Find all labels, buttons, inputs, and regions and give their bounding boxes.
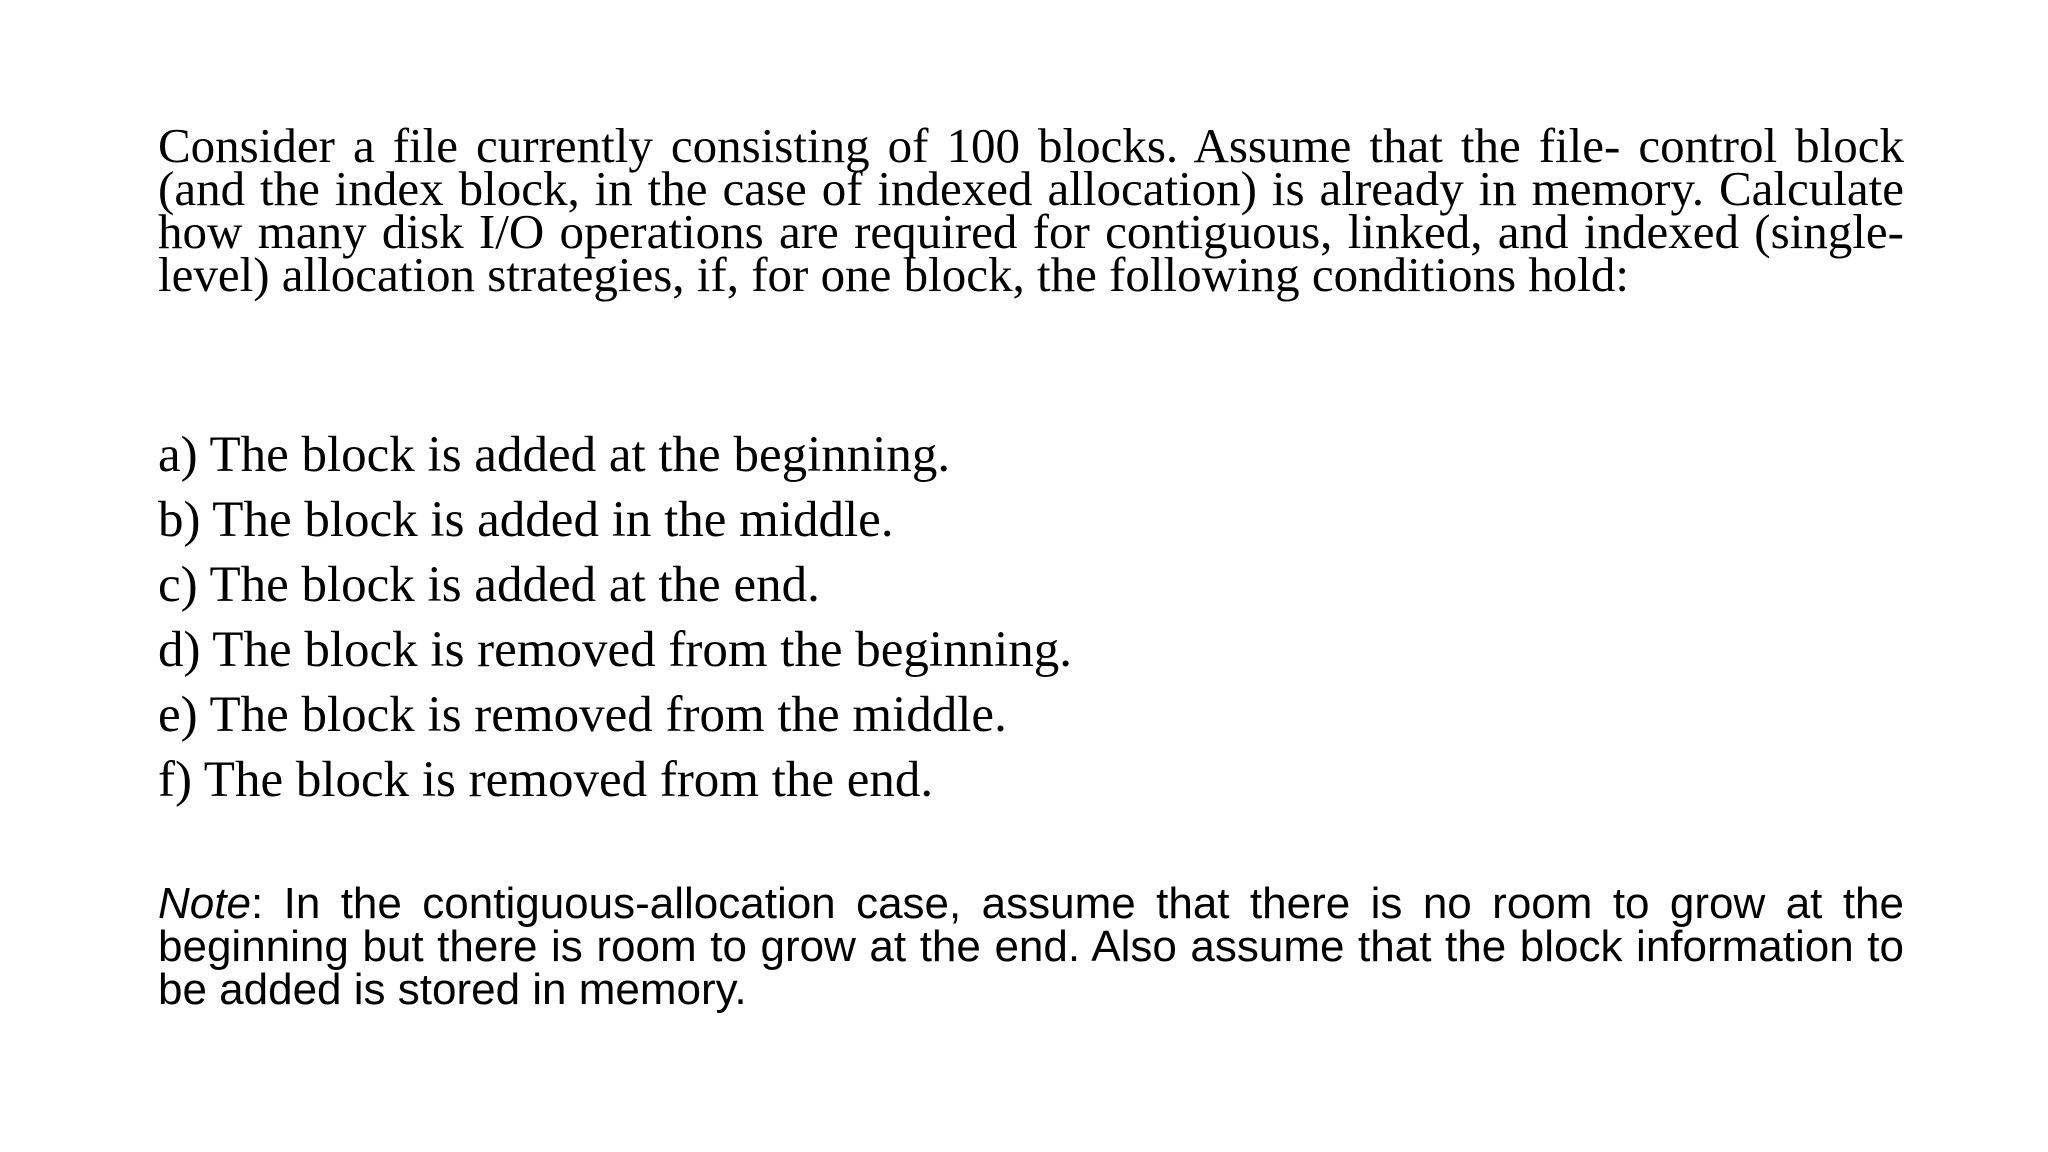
- condition-a: a) The block is added at the beginning.: [158, 427, 951, 483]
- condition-f: f) The block is removed from the end.: [158, 752, 934, 808]
- condition-b: b) The block is added in the middle.: [158, 492, 894, 548]
- conditions-list: [158, 423, 1904, 813]
- condition-e: e) The block is removed from the middle.: [158, 687, 1007, 743]
- note-paragraph: [158, 879, 1904, 1014]
- note-label: Note: [158, 879, 251, 928]
- condition-c: c) The block is added at the end.: [158, 557, 820, 613]
- question-intro: Consider a file currently consisting of 100 blocks. Assume that the file- control block (and the index block, in the case of indexed allocation) is already in memory. Calculate how many disk I/O operations are required for contiguous, linked, and indexed (single-level) allocation strategies, if, for one block, the following conditions hold:: [158, 118, 1904, 302]
- condition-d: d) The block is removed from the beginning.: [158, 622, 1073, 678]
- note-text: : In the contiguous-allocation case, assume that there is no room to grow at the beginning but there is room to grow at the end. Also assume that the block information to be added is stored in memory.: [158, 879, 1904, 1014]
